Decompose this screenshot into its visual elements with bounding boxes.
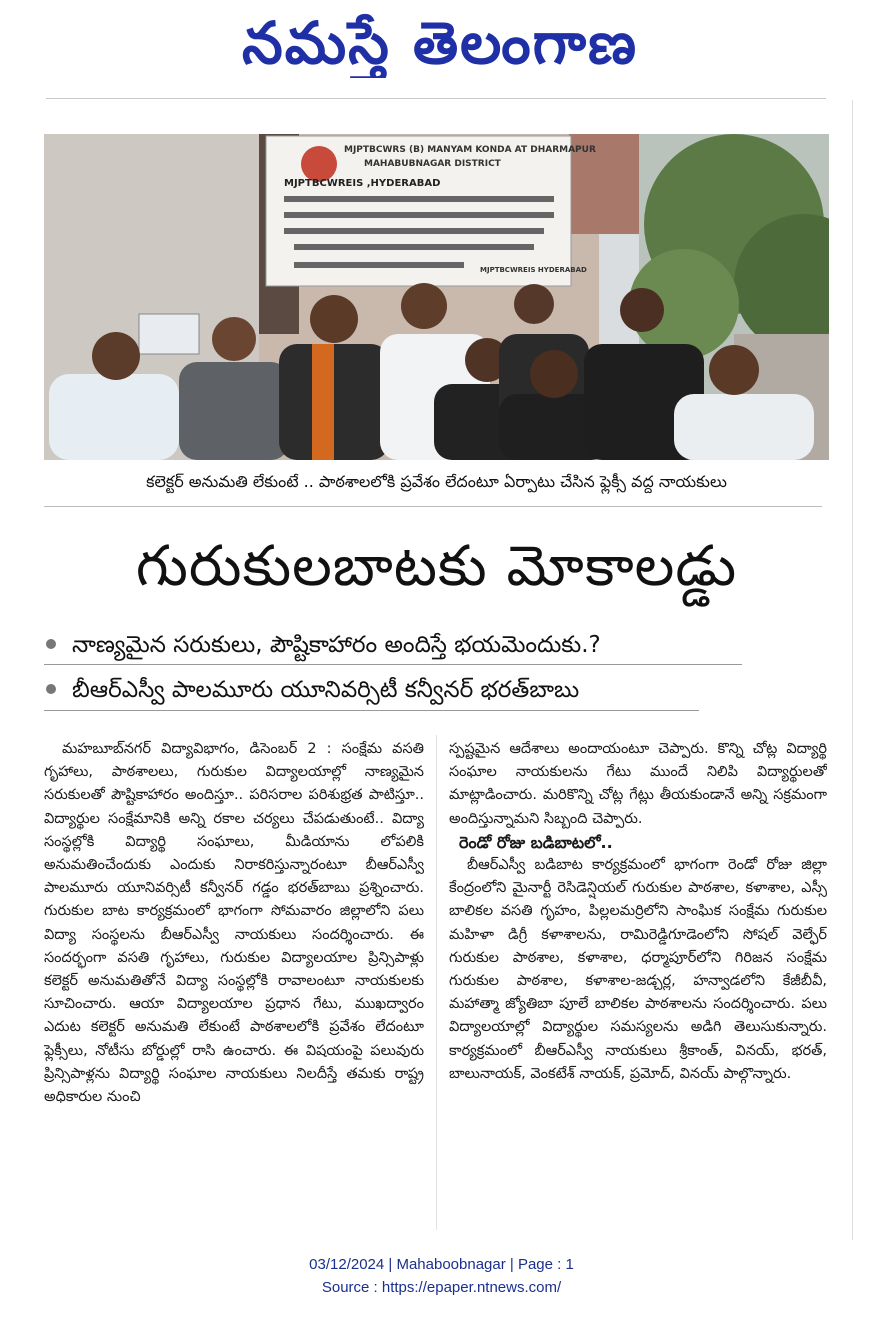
bullet-rule-2 [44, 710, 699, 711]
banner-line-3: MJPTBCWREIS ,HYDERABAD [284, 178, 441, 189]
article-subhead: రెండో రోజు బడిబాటలో.. [459, 832, 613, 852]
footer-date-edition: 03/12/2024 | Mahaboobnagar | Page : 1 [309, 1256, 574, 1273]
article-paragraph: బీఆర్ఎస్వీ బడిబాట కార్యక్రమంలో భాగంగా రెండో రోజు జిల్లా కేంద్రంలోని మైనార్టీ రెసిడెన్షియల్ గురుకుల పాఠశాల, కళాశాల, ఎస్సీ బాలికల వసతి గృహం, పిల్లలమర్రిలోని సాంఘిక సంక్షేమ గురుకుల మహిళా డిగ్రీ కళాశాలను, రామిరెడ్డిగూడెంలోని సోషల్ వెల్ఫేర్ గురుకుల పాఠశాల, కళాశాల, ధర్మాపూర్‌లోని గిరిజన సంక్షేమ గురుకుల పాఠశాల, కళాశాల-జడ్చర్ల, హన్వాడలోని కేజీబీవీ, మహాత్మా జ్యోతిబా పూలే బాలికల పాఠశాలను సందర్శించారు. పలు విద్యాలయాల్లో విద్యార్థుల సమస్యలను అడిగి తెలుసుకున్నారు. కార్యక్రమంలో బీఆర్ఎస్వీ నాయకులు శ్రీకాంత్, వినయ్, భరత్, బాలునాయక్, వెంకటేశ్ నాయక్, ప్రమోద్, వినయ్ పాల్గొన్నారు. [449, 857, 827, 1082]
banner-line-2: MAHABUBNAGAR DISTRICT [364, 159, 501, 169]
bullet-text-2: బీఆర్ఎస్వీ పాలమూరు యూనివర్సిటీ కన్వీనర్ భరత్‌బాబు [72, 677, 580, 703]
bullet-icon [46, 639, 56, 649]
bullet-rule-1 [44, 664, 742, 665]
article-paragraph: స్పష్టమైన ఆదేశాలు అందాయంటూ చెప్పారు. కొన్ని చోట్ల విద్యార్థి సంఘాల నాయకులను గేటు ముందే నిలిపి విద్యార్థులతో మాట్లాడించారు. మరికొన్ని చోట్ల గేట్లు తీయకుండానే అన్ని సక్రమంగా అందిస్తున్నామని సిబ్బంది చెప్పారు. [449, 741, 827, 827]
banner-logo-text: MJPTBCWREIS HYDERABAD [480, 266, 587, 274]
bullet-text-1: నాణ్యమైన సరుకులు, పౌష్టికాహారం అందిస్తే భయమెందుకు.? [72, 632, 601, 658]
column-edge-rule [852, 100, 853, 1240]
article-column-2 [449, 738, 827, 1238]
footer-source: Source : https://epaper.ntnews.com/ [321, 1279, 562, 1296]
bullet-point-1 [44, 627, 744, 663]
group-photo-illustration [44, 134, 829, 460]
article-column-1 [44, 738, 424, 1238]
column-divider [436, 735, 437, 1230]
newspaper-logo: నమస్తే తెలంగాణ [242, 9, 638, 77]
bullet-point-2 [44, 672, 744, 708]
bullet-icon [46, 684, 56, 694]
photo-caption: కలెక్టర్ అనుమతి లేకుంటే .. పాఠశాలలోకి ప్రవేశం లేదంటూ ఏర్పాటు చేసిన ఫ్లెక్సీ వద్ద నాయకులు [146, 472, 727, 491]
article-headline: గురుకులబాటకు మోకాలడ్డు [135, 534, 738, 599]
banner-line-1: MJPTBCWRS (B) MANYAM KONDA AT DHARMAPUR [344, 145, 596, 155]
caption-rule [44, 506, 822, 507]
masthead-rule [46, 98, 826, 99]
article-paragraph: మహబూబ్‌నగర్ విద్యావిభాగం, డిసెంబర్ 2 : సంక్షేమ వసతి గృహాలు, పాఠశాలలు, గురుకుల విద్యాలయాల్లో నాణ్యమైన సరుకులతో పౌష్టికాహారం అందిస్తూ.. పరిసరాల పరిశుభ్రత పాటిస్తూ.. విద్యార్థుల సంక్షేమానికి అన్ని రకాల చర్యలు చేపడుతుంటే.. విద్యా సంస్థల్లోకి విద్యార్థి సంఘాలు, మీడియాను లోపలికి అనుమతించేందుకు ఎందుకు నిరాకరిస్తున్నారంటూ బీఆర్ఎస్వీ పాలమూరు యూనివర్సిటీ కన్వీనర్ గడ్డం భరత్‌బాబు ప్రశ్నించారు. గురుకుల బాట కార్యక్రమంలో భాగంగా సోమవారం జిల్లాలోని పలు విద్యా సంస్థలను బీఆర్ఎస్వీ నాయకులు సందర్శించారు. ఈ సందర్భంగా వసతి గృహాలు, గురుకుల విద్యాలయాల ప్రిన్సిపాళ్లు కలెక్టర్ అనుమతితోనే విద్యా సంస్థల్లోకి రావాలంటూ నాయకులకు సూచించారు. ఆయా విద్యాలయాల ప్రధాన గేటు, ముఖద్వారం ఎదుట కలెక్టర్ అనుమతి లేకుంటే పాఠశాలలోకి ప్రవేశం లేదంటూ ఫ్లెక్సీలు, నోటీసు బోర్డుల్లో రాసి ఉంచారు. ఈ విషయంపై పలువురు ప్రిన్సిపాళ్లను విద్యార్థి సంఘాల నాయకులు నిలదీస్తే తమకు రాష్ట్ర అధికారుల నుంచి [44, 741, 424, 1106]
news-photo [44, 134, 829, 460]
masthead [0, 0, 883, 95]
